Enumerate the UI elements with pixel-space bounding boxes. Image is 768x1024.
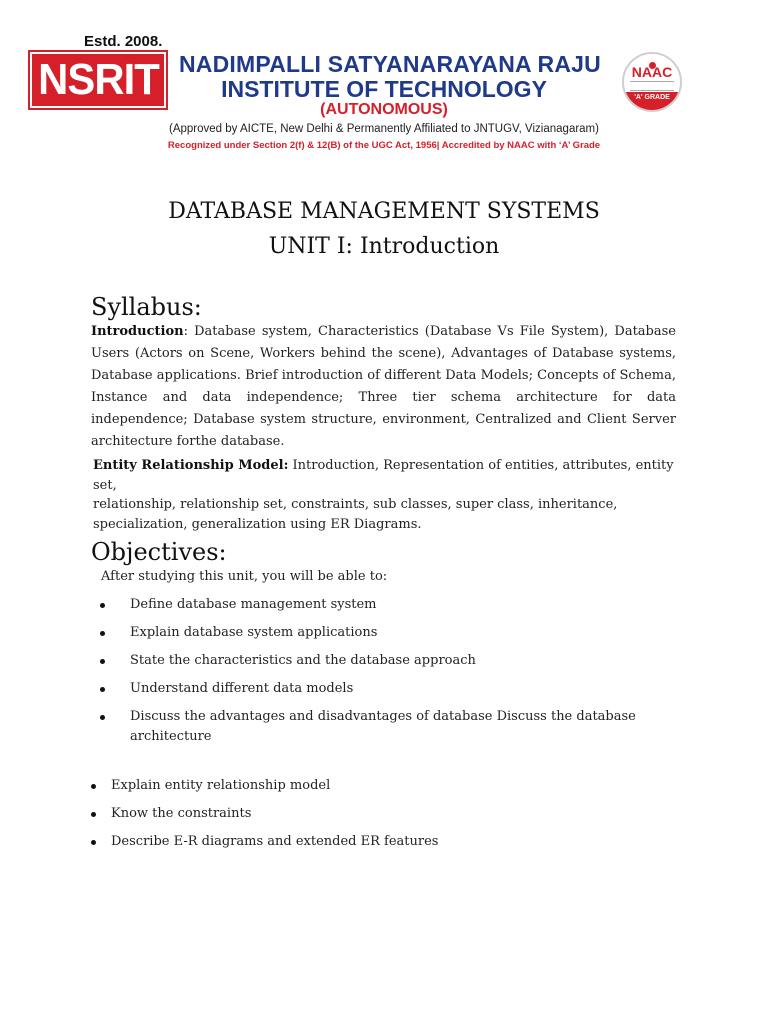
syllabus-introduction: [91, 321, 676, 453]
er-text-line2: relationship, relationship set, constraints, sub classes, super class, inheritance,: [93, 497, 618, 512]
bullet-icon: [100, 631, 105, 636]
bullet-icon: [91, 840, 96, 845]
list-item: Describe E-R diagrams and extended ER features: [91, 832, 651, 852]
bullet-icon: [91, 784, 96, 789]
institute-name-line2: INSTITUTE OF TECHNOLOGY: [221, 76, 547, 102]
institute-name-line1: NADIMPALLI SATYANARAYANA RAJU: [179, 51, 601, 77]
syllabus-er-model: [93, 456, 683, 534]
syllabus-heading: Syllabus:: [91, 293, 202, 321]
objectives-list: [100, 595, 660, 755]
er-text-line1: Introduction, Representation of entities, attributes, entity set,: [93, 458, 674, 493]
introduction-text: : Database system, Characteristics (Database Vs File System), Database Users (Actors on Scene, Workers behind the scene), Advantages of Database systems, Database applications. Brief introduction of different Data Models; Concepts of Schema, Instance and data independence; Three tier schema architecture for data independence; Database system structure, environment, Centralized and Client Server architecture forthe database.: [91, 324, 676, 449]
bullet-icon: [91, 812, 96, 817]
objectives-heading: Objectives:: [91, 538, 227, 566]
naac-seal-icon: [622, 52, 682, 112]
naac-label: NAAC: [631, 64, 673, 80]
logo-text: NSRIT: [37, 55, 159, 104]
er-label: Entity Relationship Model:: [93, 458, 289, 473]
bullet-icon: [100, 715, 105, 720]
list-item: Understand different data models: [100, 679, 660, 699]
bullet-icon: [100, 603, 105, 608]
list-item: Define database management system: [100, 595, 660, 615]
unit-title: UNIT I: Introduction: [268, 234, 500, 259]
objectives-intro: After studying this unit, you will be able to:: [101, 569, 388, 584]
bullet-icon: [100, 659, 105, 664]
list-item: Know the constraints: [91, 804, 651, 824]
list-item: Explain entity relationship model: [91, 776, 651, 796]
established-year: Estd. 2008.: [84, 33, 163, 50]
list-item: Discuss the advantages and disadvantages of database Discuss the database architecture: [100, 707, 660, 747]
bullet-icon: [100, 687, 105, 692]
list-item: State the characteristics and the database approach: [100, 651, 660, 671]
introduction-label: Introduction: [91, 324, 184, 339]
course-title: DATABASE MANAGEMENT SYSTEMS: [168, 199, 600, 224]
recognition-text: Recognized under Section 2(f) & 12(B) of the UGC Act, 1956| Accredited by NAAC with ‘A’ Grade: [167, 140, 601, 151]
er-text-line3: specialization, generalization using ER Diagrams.: [93, 516, 422, 532]
page-header: [0, 0, 768, 160]
list-item: Explain database system applications: [100, 623, 660, 643]
naac-grade: 'A' GRADE: [624, 92, 680, 110]
approval-text: (Approved by AICTE, New Delhi & Permanently Affiliated to JNTUGV, Vizianagaram): [169, 123, 599, 135]
objectives-list-2: [91, 776, 651, 860]
autonomous-label: (AUTONOMOUS): [320, 101, 448, 118]
